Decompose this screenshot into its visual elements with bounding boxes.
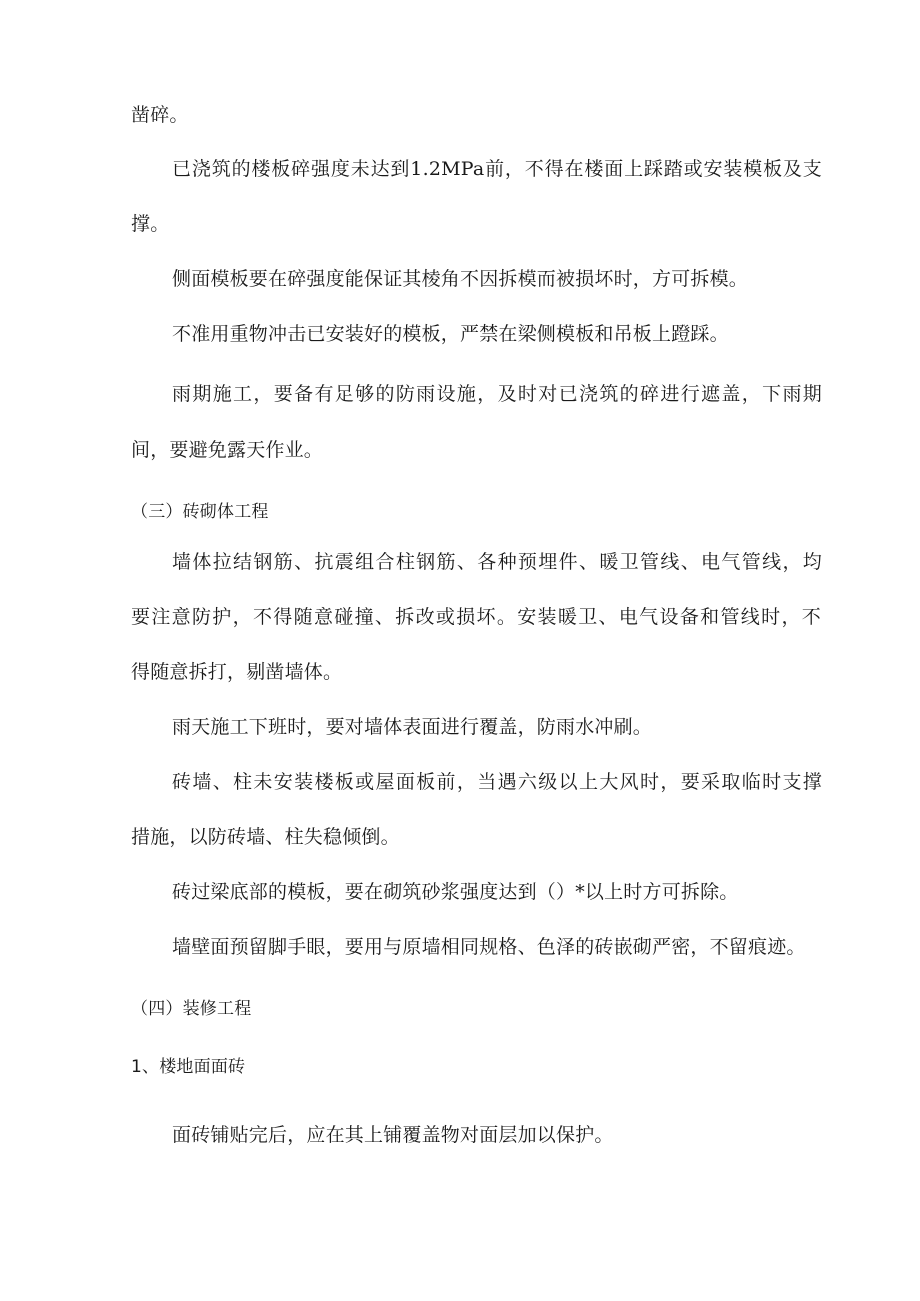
- paragraph-line: 得随意拆打，剔凿墙体。: [131, 661, 343, 683]
- paragraph-line: 面砖铺贴完后，应在其上铺覆盖物对面层加以保护。: [172, 1124, 614, 1146]
- paragraph-line: 墙体拉结钢筋、抗震组合柱钢筋、各种预埋件、暖卫管线、电气管线，均: [172, 551, 822, 573]
- paragraph-line: 间，要避免露天作业。: [131, 439, 324, 461]
- paragraph-line: 砖过梁底部的模板，要在砌筑砂浆强度达到（）*以上时方可拆除。: [172, 881, 739, 903]
- paragraph-line: 墙壁面预留脚手眼，要用与原墙相同规格、色泽的砖嵌砌严密，不留痕迹。: [172, 936, 806, 958]
- section-heading: （三）砖砌体工程: [131, 502, 269, 522]
- paragraph-line: 雨期施工，要备有足够的防雨设施，及时对已浇筑的碎进行遮盖，下雨期: [172, 383, 822, 405]
- paragraph-line: 撑。: [131, 213, 170, 235]
- paragraph-line: 不准用重物冲击已安装好的模板，严禁在梁侧模板和吊板上蹬踩。: [172, 323, 729, 345]
- subsection-heading: 1、楼地面面砖: [131, 1057, 246, 1077]
- paragraph-line: 砖墙、柱未安装楼板或屋面板前，当遇六级以上大风时，要采取临时支撑: [172, 771, 822, 793]
- paragraph-line: 侧面模板要在碎强度能保证其棱角不因拆模而被损坏时，方可拆模。: [172, 268, 749, 290]
- paragraph-line: 已浇筑的楼板碎强度未达到1.2MPa前，不得在楼面上踩踏或安装模板及支: [172, 158, 822, 180]
- paragraph-line: 雨天施工下班时，要对墙体表面进行覆盖，防雨水冲刷。: [172, 716, 653, 738]
- paragraph-line: 要注意防护，不得随意碰撞、拆改或损坏。安装暖卫、电气设备和管线时，不: [131, 606, 821, 628]
- section-heading: （四）装修工程: [131, 999, 252, 1019]
- paragraph-line: 凿碎。: [131, 104, 189, 126]
- paragraph-line: 措施，以防砖墙、柱失稳倾倒。: [131, 826, 400, 848]
